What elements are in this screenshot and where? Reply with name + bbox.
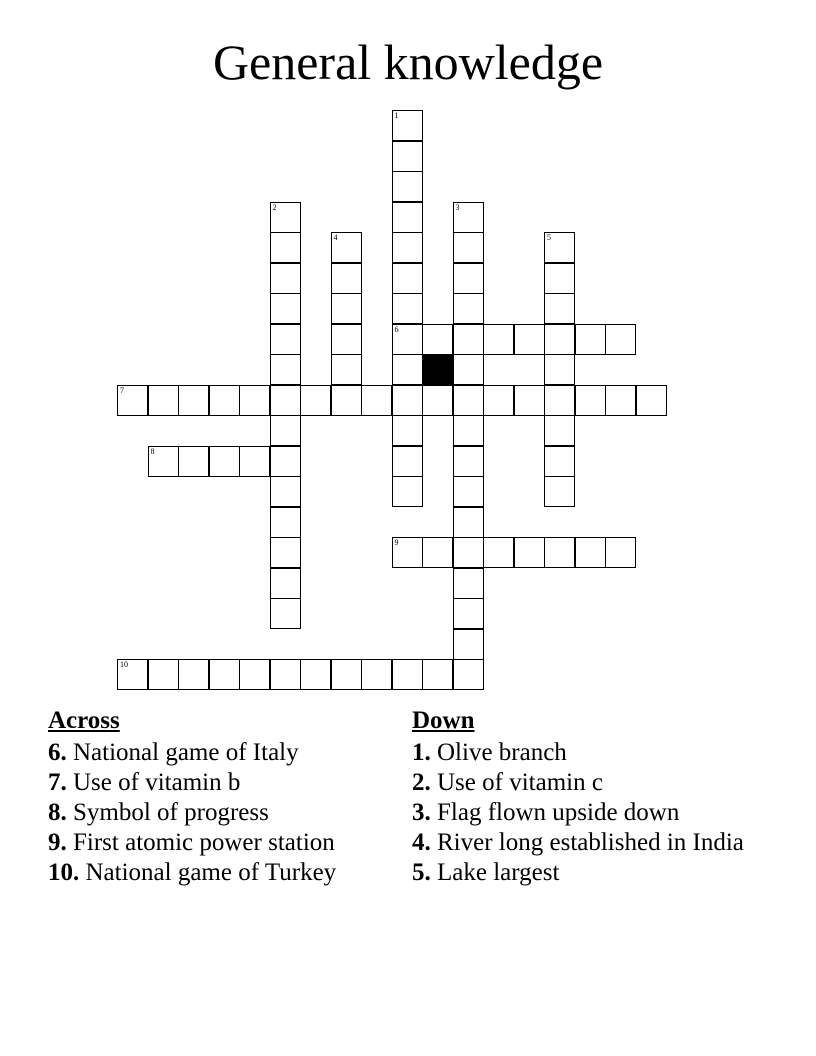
grid-cell[interactable] — [453, 385, 484, 416]
grid-cell[interactable] — [270, 446, 301, 477]
grid-cell[interactable] — [544, 263, 575, 294]
grid-cell[interactable] — [544, 354, 575, 385]
grid-cell[interactable] — [453, 293, 484, 324]
grid-cell[interactable] — [270, 293, 301, 324]
black-square — [422, 354, 453, 385]
grid-cell[interactable] — [544, 385, 575, 416]
grid-cell[interactable] — [605, 324, 636, 355]
grid-cell[interactable] — [148, 659, 179, 690]
grid-cell[interactable] — [605, 537, 636, 568]
grid-cell[interactable] — [483, 537, 514, 568]
grid-cell[interactable] — [239, 659, 270, 690]
grid-cell[interactable] — [117, 659, 148, 690]
grid-cell[interactable] — [392, 110, 423, 141]
grid-cell[interactable] — [209, 659, 240, 690]
grid-cell[interactable] — [300, 385, 331, 416]
grid-cell[interactable] — [544, 446, 575, 477]
grid-cell[interactable] — [270, 659, 301, 690]
grid-cell[interactable] — [453, 568, 484, 599]
grid-cell[interactable] — [514, 537, 545, 568]
grid-cell[interactable] — [331, 324, 362, 355]
grid-cell[interactable] — [483, 324, 514, 355]
clue-number-label: 5 — [547, 233, 551, 242]
grid-cell[interactable] — [331, 659, 362, 690]
down-clue[interactable] — [412, 798, 752, 828]
clue-number-label: 6 — [394, 324, 399, 334]
grid-cell[interactable] — [392, 354, 423, 385]
grid-cell[interactable] — [270, 385, 301, 416]
clue-number: 2. — [412, 769, 431, 796]
clue-number-label: 7 — [120, 385, 124, 395]
grid-cell[interactable] — [270, 507, 301, 538]
grid-cell[interactable] — [544, 537, 575, 568]
grid-cell[interactable] — [483, 385, 514, 416]
grid-cell[interactable] — [453, 415, 484, 446]
grid-cell[interactable] — [270, 415, 301, 446]
grid-cell[interactable] — [209, 446, 240, 477]
grid-cell[interactable] — [209, 385, 240, 416]
clue-number: 6. — [48, 739, 67, 766]
clue-number-label: 3 — [455, 202, 460, 212]
grid-cell[interactable] — [148, 385, 179, 416]
grid-cell[interactable] — [392, 537, 423, 568]
grid-cell[interactable] — [392, 446, 423, 477]
grid-cell[interactable] — [453, 446, 484, 477]
clue-text: National game of Italy — [73, 739, 299, 766]
grid-cell[interactable] — [392, 293, 423, 324]
grid-cell[interactable] — [270, 324, 301, 355]
clue-number-label: 8 — [150, 446, 155, 456]
grid-cell[interactable] — [544, 293, 575, 324]
grid-cell[interactable] — [270, 568, 301, 599]
clue-number: 7. — [48, 769, 67, 796]
clue-number-label: 2 — [272, 202, 277, 212]
grid-cell[interactable] — [270, 202, 301, 233]
grid-cell[interactable] — [331, 354, 362, 385]
clue-number: 1. — [412, 739, 431, 766]
grid-cell[interactable] — [178, 385, 209, 416]
grid-cell[interactable] — [575, 537, 606, 568]
clue-number: 4. — [412, 829, 431, 856]
across-heading: Across — [48, 707, 120, 734]
down-clues — [412, 706, 752, 888]
grid-cell[interactable] — [453, 232, 484, 263]
grid-cell[interactable] — [575, 324, 606, 355]
grid-cell[interactable] — [270, 537, 301, 568]
grid-cell[interactable] — [544, 476, 575, 507]
grid-cell[interactable] — [392, 263, 423, 294]
across-clue[interactable] — [48, 768, 388, 798]
grid-cell[interactable] — [575, 385, 606, 416]
grid-cell[interactable] — [392, 141, 423, 172]
grid-cell[interactable] — [361, 659, 392, 690]
grid-cell[interactable] — [270, 476, 301, 507]
grid-cell[interactable] — [239, 446, 270, 477]
grid-cell[interactable] — [392, 659, 423, 690]
grid-cell[interactable] — [270, 598, 301, 629]
down-clue[interactable] — [412, 738, 752, 768]
grid-cell[interactable] — [392, 232, 423, 263]
grid-cell[interactable] — [453, 202, 484, 233]
grid-cell[interactable] — [270, 263, 301, 294]
grid-cell[interactable] — [453, 476, 484, 507]
grid-cell[interactable] — [392, 476, 423, 507]
clue-number-label: 4 — [333, 233, 338, 242]
grid-cell[interactable] — [453, 507, 484, 538]
clue-text: Flag flown upside down — [437, 799, 680, 826]
grid-cell[interactable] — [544, 232, 575, 263]
grid-cell[interactable] — [178, 446, 209, 477]
grid-cell[interactable] — [270, 354, 301, 385]
clue-number-label: 1 — [394, 111, 399, 120]
grid-cell[interactable] — [605, 385, 636, 416]
clue-number: 3. — [412, 799, 431, 826]
grid-cell[interactable] — [514, 385, 545, 416]
clue-number: 10. — [48, 859, 80, 886]
clue-text: Symbol of progress — [73, 799, 269, 826]
grid-cell[interactable] — [453, 324, 484, 355]
clue-text: First atomic power station — [73, 829, 335, 856]
grid-cell[interactable] — [453, 354, 484, 385]
grid-cell[interactable] — [392, 171, 423, 202]
clue-number-label: 9 — [394, 538, 399, 547]
down-heading: Down — [412, 707, 475, 734]
grid-cell[interactable] — [453, 598, 484, 629]
across-clue[interactable] — [48, 828, 388, 858]
grid-cell[interactable] — [422, 385, 453, 416]
grid-cell[interactable] — [361, 385, 392, 416]
across-clue[interactable] — [48, 798, 388, 828]
down-clue[interactable] — [412, 858, 752, 888]
down-clue[interactable] — [412, 828, 752, 858]
grid-cell[interactable] — [422, 537, 453, 568]
across-clue[interactable] — [48, 738, 388, 768]
down-clue[interactable] — [412, 768, 752, 798]
grid-cell[interactable] — [544, 324, 575, 355]
grid-cell[interactable] — [331, 232, 362, 263]
grid-cell[interactable] — [178, 659, 209, 690]
grid-cell[interactable] — [636, 385, 667, 416]
grid-cell[interactable] — [453, 629, 484, 660]
grid-cell[interactable] — [453, 263, 484, 294]
clue-text: Lake largest — [437, 859, 560, 886]
grid-cell[interactable] — [270, 232, 301, 263]
grid-cell[interactable] — [392, 385, 423, 416]
grid-cell[interactable] — [239, 385, 270, 416]
clue-text: Use of vitamin c — [437, 769, 603, 796]
clue-number: 8. — [48, 799, 67, 826]
grid-cell[interactable] — [148, 446, 179, 477]
clue-number-label: 10 — [120, 660, 128, 669]
grid-cell[interactable] — [453, 659, 484, 690]
clue-number: 9. — [48, 829, 67, 856]
grid-cell[interactable] — [331, 293, 362, 324]
grid-cell[interactable] — [453, 537, 484, 568]
grid-cell[interactable] — [300, 659, 331, 690]
grid-cell[interactable] — [514, 324, 545, 355]
clue-text: Use of vitamin b — [73, 769, 241, 796]
grid-cell[interactable] — [392, 415, 423, 446]
grid-cell[interactable] — [117, 385, 148, 416]
grid-cell[interactable] — [544, 415, 575, 446]
grid-cell[interactable] — [392, 324, 423, 355]
across-clue[interactable] — [48, 858, 388, 888]
grid-cell[interactable] — [422, 659, 453, 690]
across-clues — [48, 706, 388, 888]
clue-text: Olive branch — [437, 739, 567, 766]
clue-text: River long established in India — [437, 829, 744, 856]
grid-cell[interactable] — [331, 263, 362, 294]
grid-cell[interactable] — [331, 385, 362, 416]
clue-text: National game of Turkey — [85, 859, 337, 886]
grid-cell[interactable] — [392, 202, 423, 233]
clue-number: 5. — [412, 859, 431, 886]
page-title: General knowledge — [212, 34, 604, 90]
grid-cell[interactable] — [422, 324, 453, 355]
